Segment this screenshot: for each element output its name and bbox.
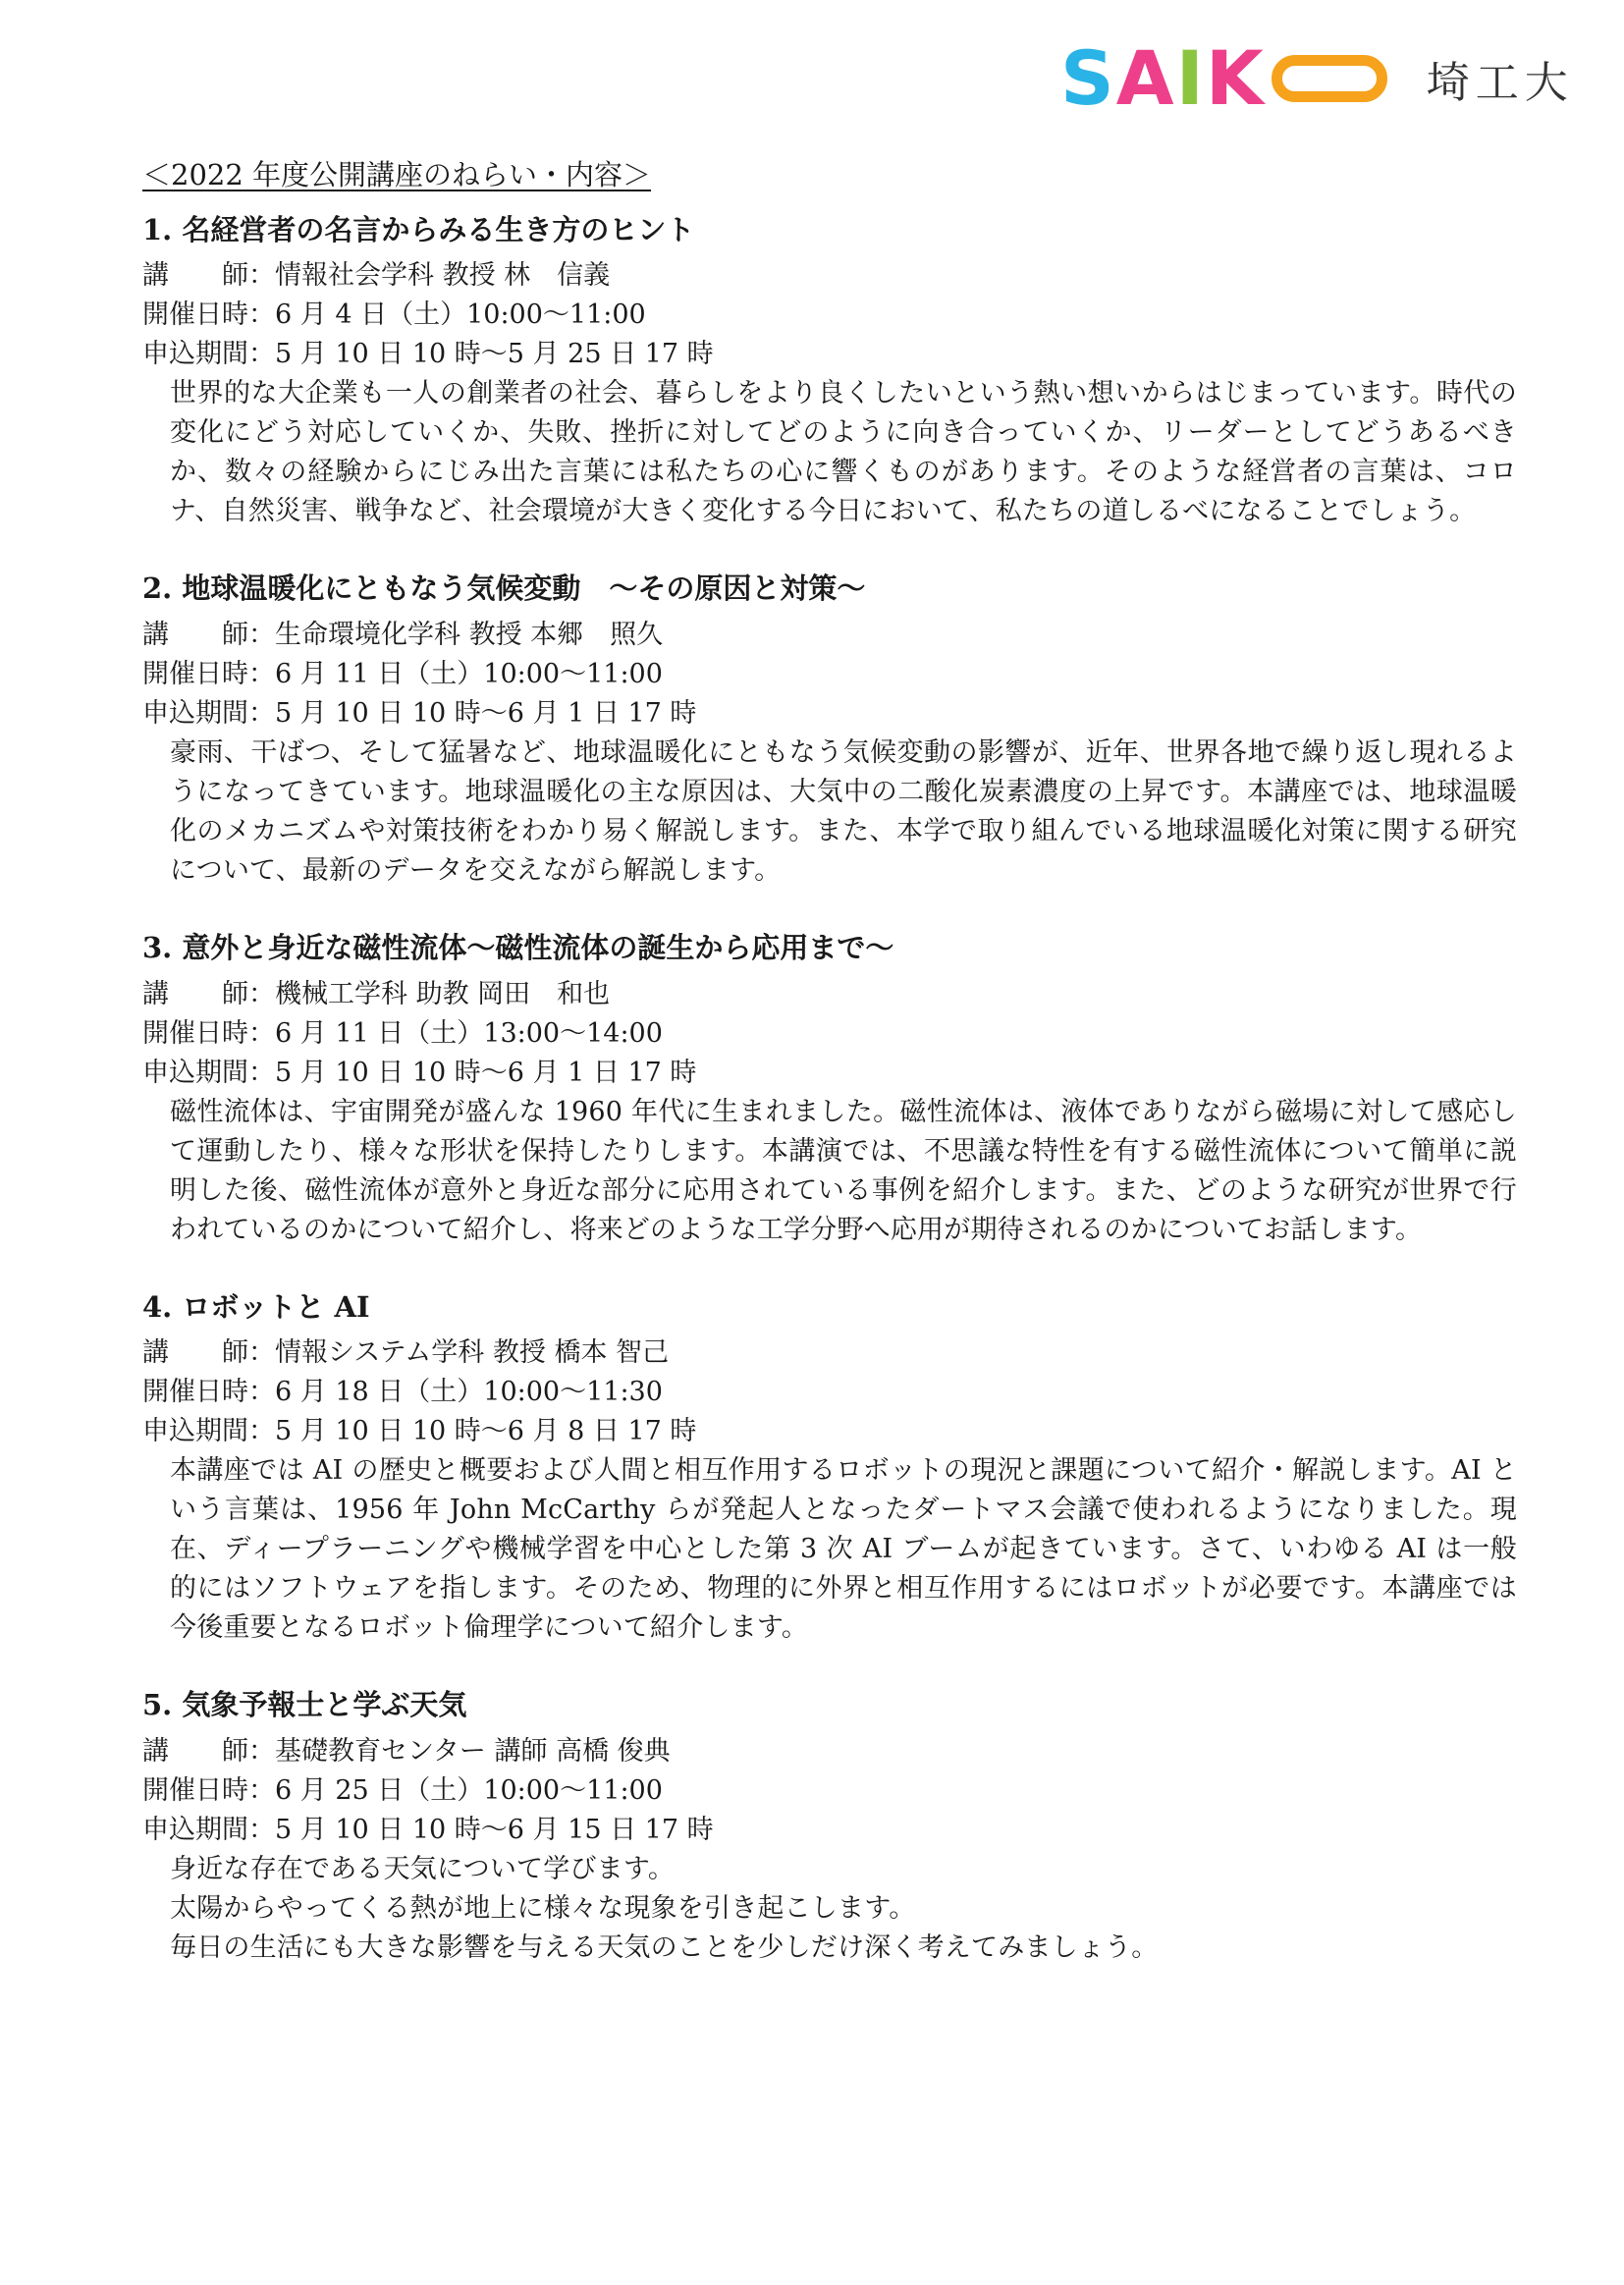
apply-period-line-value: 5 月 10 日 10 時～5 月 25 日 17 時 xyxy=(275,339,714,370)
date-line-value: 6 月 4 日（土）10:00～11:00 xyxy=(275,299,646,331)
document-body xyxy=(142,157,1517,2007)
lecture-list xyxy=(142,212,1517,1968)
date-line xyxy=(142,655,1517,694)
lecturer-line-label: 講 師： xyxy=(142,978,275,1009)
lecture-section xyxy=(142,930,1517,1250)
logo-letter-s: S xyxy=(1060,34,1116,122)
apply-period-line-label: 申込期間： xyxy=(142,698,275,730)
lecturer-line xyxy=(142,256,1517,296)
description-paragraph: 豪雨、干ばつ、そして猛暑など、地球温暖化にともなう気候変動の影響が、近年、世界各地で繰り返し現れるようになってきています。地球温暖化の主な原因は、大気中の二酸化炭素濃度の上昇です。本講座では、地球温暖化のメカニズムや対策技術をわかり易く解説します。また、本学で取り組んでいる地球温暖化対策に関する研究について、最新のデータを交えながら解説します。 xyxy=(170,737,1517,887)
lecturer-line xyxy=(142,616,1517,655)
description-paragraph: 世界的な大企業も一人の創業者の社会、暮らしをより良くしたいという熱い想いからはじまっています。時代の変化にどう対応していくか、失敗、挫折に対してどのように向き合っていくか、リーダーとしてどうあるべきか、数々の経験からにじみ出た言葉には私たちの心に響くものがあります。そのような経営者の言葉は、コロナ、自然災害、戦争など、社会環境が大きく変化する今日において、私たちの道しるべになることでしょう。 xyxy=(170,378,1517,527)
apply-period-line-label: 申込期間： xyxy=(142,1416,275,1447)
logo-kanji: 埼工大 xyxy=(1426,58,1574,108)
lecture-description xyxy=(142,374,1517,531)
lecturer-line xyxy=(142,1732,1517,1771)
date-line xyxy=(142,296,1517,335)
description-paragraph: 太陽からやってくる熱が地上に様々な現象を引き起こします。 xyxy=(170,1893,916,1925)
apply-period-line-label: 申込期間： xyxy=(142,339,275,370)
lecture-section xyxy=(142,571,1517,891)
description-paragraph: 磁性流体は、宇宙開発が盛んな 1960 年代に生まれました。磁性流体は、液体でありながら磁場に対して感応して運動したり、様々な形状を保持したりします。本講演では、不思議な特性を有する磁性流体について簡単に説明した後、磁性流体が意外と身近な部分に応用されている事例を紹介します。また、どのような研究が世界で行われているのかについて紹介し、将来どのような工学分野へ応用が期待されるのかについてお話します。 xyxy=(170,1096,1517,1245)
apply-period-line xyxy=(142,1412,1517,1451)
lecturer-line-label: 講 師： xyxy=(142,260,275,292)
logo-letter-a: A xyxy=(1115,34,1176,122)
apply-period-line xyxy=(142,335,1517,374)
lecture-section xyxy=(142,1289,1517,1649)
lecture-title: 2. 地球温暖化にともなう気候変動 ～その原因と対策～ xyxy=(142,571,866,606)
lecture-description xyxy=(142,1850,1517,1968)
date-line-label: 開催日時： xyxy=(142,659,275,690)
lecture-title: 1. 名経営者の名言からみる生き方のヒント xyxy=(142,212,695,246)
lecturer-line-value: 基礎教育センター 講師 高橋 俊典 xyxy=(275,1736,671,1768)
lecture-title: 3. 意外と身近な磁性流体～磁性流体の誕生から応用まで～ xyxy=(142,931,894,965)
lecturer-line xyxy=(142,975,1517,1014)
date-line xyxy=(142,1771,1517,1811)
lecture-title: 4. ロボットと AI xyxy=(142,1289,370,1324)
apply-period-line-value: 5 月 10 日 10 時～6 月 15 日 17 時 xyxy=(275,1815,714,1846)
date-line-value: 6 月 11 日（土）10:00～11:00 xyxy=(275,659,663,690)
date-line xyxy=(142,1373,1517,1412)
date-line-label: 開催日時： xyxy=(142,1017,275,1049)
lecture-title: 5. 気象予報士と学ぶ天気 xyxy=(142,1688,467,1722)
lecture-description xyxy=(142,1451,1517,1648)
apply-period-line-label: 申込期間： xyxy=(142,1815,275,1846)
document-title: ＜2022 年度公開講座のねらい・内容＞ xyxy=(142,158,652,191)
apply-period-line xyxy=(142,1811,1517,1850)
description-paragraph: 身近な存在である天気について学びます。 xyxy=(170,1854,676,1885)
logo-letter-i: I xyxy=(1175,34,1206,122)
lecture-section xyxy=(142,212,1517,532)
date-line-label: 開催日時： xyxy=(142,1377,275,1408)
apply-period-line xyxy=(142,1054,1517,1093)
apply-period-line-label: 申込期間： xyxy=(142,1057,275,1088)
description-paragraph: 本講座では AI の歴史と概要および人間と相互作用するロボットの現況と課題について紹介・解説します。AI という言葉は、1956 年 John McCarthy らが発起人となったダートマス会議で使われるようになりました。現在、ディープラーニングや機械学習を中心とした第 3 次 AI ブームが起きています。さて、いわゆる AI は一般的にはソフトウェアを指します。そのため、物理的に外界と相互作用するにはロボットが必要です。本講座では今後重要となるロボット倫理学について紹介します。 xyxy=(170,1455,1517,1644)
lecturer-line-value: 機械工学科 助教 岡田 和也 xyxy=(275,978,611,1009)
date-line xyxy=(142,1014,1517,1054)
apply-period-line-value: 5 月 10 日 10 時～6 月 1 日 17 時 xyxy=(275,698,697,730)
apply-period-line-value: 5 月 10 日 10 時～6 月 8 日 17 時 xyxy=(275,1416,697,1447)
date-line-label: 開催日時： xyxy=(142,1775,275,1807)
apply-period-line xyxy=(142,694,1517,734)
apply-period-line-value: 5 月 10 日 10 時～6 月 1 日 17 時 xyxy=(275,1057,697,1088)
lecturer-line-value: 生命環境化学科 教授 本郷 照久 xyxy=(275,620,664,651)
saiko-logo xyxy=(1060,34,1574,122)
logo-mark xyxy=(1060,34,1387,122)
lecture-description xyxy=(142,734,1517,891)
logo-letter-k: K xyxy=(1205,34,1266,122)
lecturer-line-label: 講 師： xyxy=(142,1337,275,1369)
description-paragraph: 毎日の生活にも大きな影響を与える天気のことを少しだけ深く考えてみましょう。 xyxy=(170,1932,1159,1964)
date-line-label: 開催日時： xyxy=(142,299,275,331)
lecturer-line-label: 講 師： xyxy=(142,1736,275,1768)
lecture-description xyxy=(142,1093,1517,1250)
lecturer-line xyxy=(142,1333,1517,1373)
lecture-section xyxy=(142,1687,1517,1968)
date-line-value: 6 月 11 日（土）13:00～14:00 xyxy=(275,1017,663,1049)
lecturer-line-value: 情報システム学科 教授 橋本 智己 xyxy=(275,1337,670,1369)
lecturer-line-value: 情報社会学科 教授 林 信義 xyxy=(275,260,611,292)
lecturer-line-label: 講 師： xyxy=(142,620,275,651)
logo-o-ring xyxy=(1272,55,1387,102)
date-line-value: 6 月 25 日（土）10:00～11:00 xyxy=(275,1775,663,1807)
date-line-value: 6 月 18 日（土）10:00～11:30 xyxy=(275,1377,663,1408)
